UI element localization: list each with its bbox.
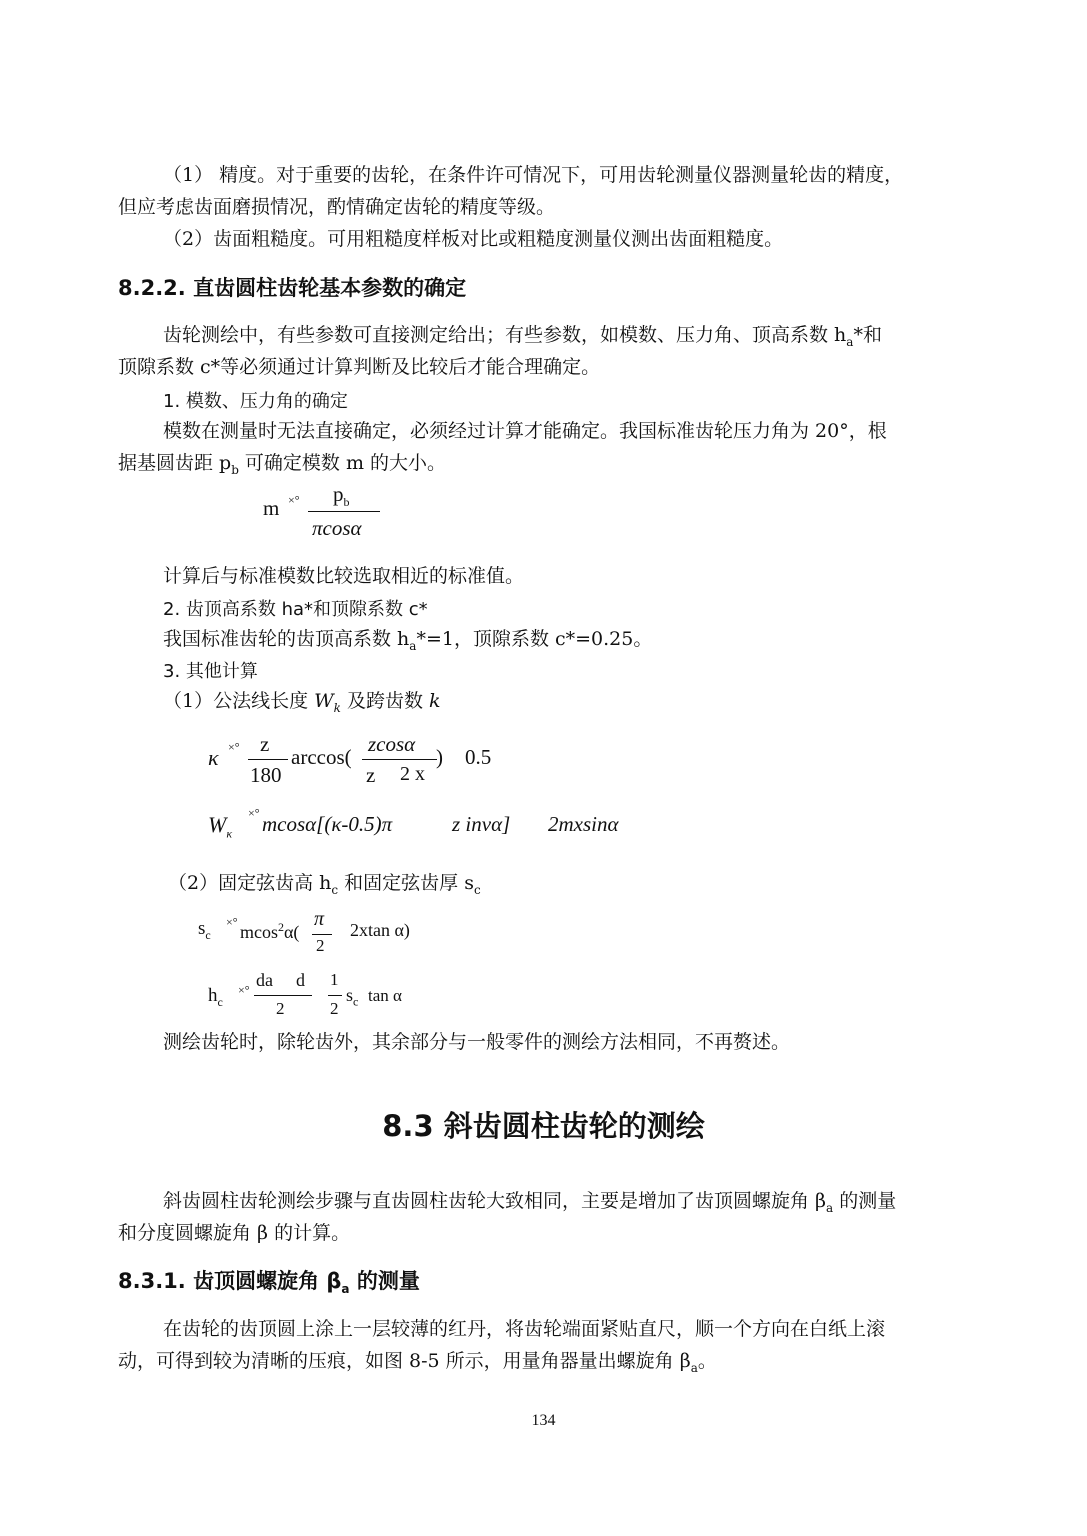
section-heading-8-3: 8.3 斜齿圆柱齿轮的测绘 (382, 1109, 705, 1143)
eq3-w: $W_\kappa$ (208, 812, 233, 841)
eq5-two-denominator: 2 (330, 999, 339, 1018)
paragraph-module-line2: 据基圆齿距 $p_b$ 可确定模数 m 的大小。 (118, 452, 447, 477)
eq3-relation: ×° (248, 806, 260, 820)
eq5-relation: ×° (238, 983, 250, 997)
eq4-relation: ×° (226, 915, 238, 929)
subheading-module: 1. 模数、压力角的确定 (163, 391, 348, 412)
paragraph-helical-line2: 和分度圆螺旋角 β 的计算。 (118, 1222, 351, 1244)
eq5-da: da (256, 970, 273, 990)
eq2-arccos: arccos( (291, 745, 352, 769)
paragraph-module-line1: 模数在测量时无法直接确定，必须经过计算才能确定。我国标准齿轮压力角为 20°，根 (163, 420, 887, 442)
eq2-z-denominator: z (366, 763, 376, 787)
eq2-z: z (260, 732, 270, 756)
eq1-relation: ×° (288, 493, 300, 507)
paragraph-rest: 测绘齿轮时，除轮齿外，其余部分与一般零件的测绘方法相同，不再赘述。 (163, 1031, 791, 1053)
eq2-2x: 2 x (400, 763, 425, 785)
eq4-tail: 2xtan α) (350, 920, 410, 940)
eq5-fraction-bar1 (254, 995, 312, 996)
paragraph-chord: （2）固定弦齿高 $h_c$ 和固定弦齿厚 $s_c$ (168, 872, 481, 897)
eq1-lhs: m (263, 496, 280, 520)
eq4-fraction-bar (312, 934, 332, 935)
eq5-d: d (296, 970, 305, 990)
section-heading-8-3-1: 8.3.1. 齿顶圆螺旋角 $\beta_a$ 的测量 (118, 1269, 420, 1297)
paragraph-precision-line2: 但应考虑齿面磨损情况，酌情确定齿轮的精度等级。 (118, 196, 556, 218)
subheading-addendum: 2. 齿顶高系数 ha*和顶隙系数 c* (163, 599, 428, 620)
paragraph-intro-line2: 顶隙系数 c*等必须通过计算判断及比较后才能合理确定。 (118, 356, 601, 378)
eq5-one: 1 (330, 970, 339, 989)
eq1-denominator: πcosα (312, 516, 362, 540)
eq5-two: 2 (276, 999, 285, 1018)
paragraph-addendum: 我国标准齿轮的齿顶高系数 $h_a*=1$，顶隙系数 c*=0.25。 (163, 628, 653, 653)
eq2-fraction-bar1 (248, 759, 288, 760)
paragraph-helical-line1: 斜齿圆柱齿轮测绘步骤与直齿圆柱齿轮大致相同，主要是增加了齿顶圆螺旋角 $\beta_a$ 的测量 (163, 1190, 897, 1215)
eq1-fraction-bar (308, 511, 380, 512)
eq5-s: $s_c$ (346, 985, 359, 1009)
paragraph-intro-line1: 齿轮测绘中，有些参数可直接测定给出；有些参数，如模数、压力角、顶高系数 $h_a*$和 (163, 324, 882, 349)
paragraph-measure-line2: 动，可得到较为清晰的压痕，如图 8-5 所示，用量角器量出螺旋角 $\beta_a$。 (118, 1350, 717, 1375)
eq2-relation: ×° (228, 740, 240, 754)
eq2-zcos: zcosα (368, 732, 416, 756)
paragraph-precision-line1: （1） 精度。对于重要的齿轮，在条件许可情况下，可用齿轮测量仪器测量轮齿的精度， (163, 164, 904, 186)
eq4-two: 2 (316, 936, 325, 955)
eq2-k: κ (208, 745, 219, 770)
paragraph-roughness: （2）齿面粗糙度。可用粗糙度样板对比或粗糙度测量仪测出齿面粗糙度。 (163, 228, 784, 250)
eq3-body: mcosα[(κ-0.5)π (262, 812, 393, 836)
subheading-other: 3. 其他计算 (163, 661, 258, 682)
eq5-tail: tan α (368, 986, 402, 1005)
eq2-half: 0.5 (465, 745, 492, 769)
page-number: 134 (531, 1412, 556, 1429)
eq3-zinv: z invα] (452, 812, 511, 836)
eq2-fraction-bar2 (362, 759, 437, 760)
eq5-fraction-bar2 (328, 995, 342, 996)
eq2-close: ) (436, 745, 443, 769)
eq1-numerator: $p_b$ (333, 482, 350, 510)
eq4-s: $s_c$ (198, 918, 211, 942)
eq4-pi: π (314, 908, 325, 930)
eq4-mcos: mcos$^2$α( (240, 920, 300, 942)
paragraph-after-eq1: 计算后与标准模数比较选取相近的标准值。 (163, 565, 525, 587)
paragraph-wk: （1）公法线长度 $W_k$ 及跨齿数 k (163, 690, 441, 715)
eq2-180: 180 (250, 763, 282, 787)
paragraph-measure-line1: 在齿轮的齿顶圆上涂上一层较薄的红丹，将齿轮端面紧贴直尺，顺一个方向在白纸上滚 (163, 1318, 886, 1340)
section-heading-8-2-2: 8.2.2. 直齿圆柱齿轮基本参数的确定 (118, 276, 467, 300)
eq3-tail: 2mxsinα (548, 812, 619, 836)
eq5-h: $h_c$ (208, 985, 223, 1009)
